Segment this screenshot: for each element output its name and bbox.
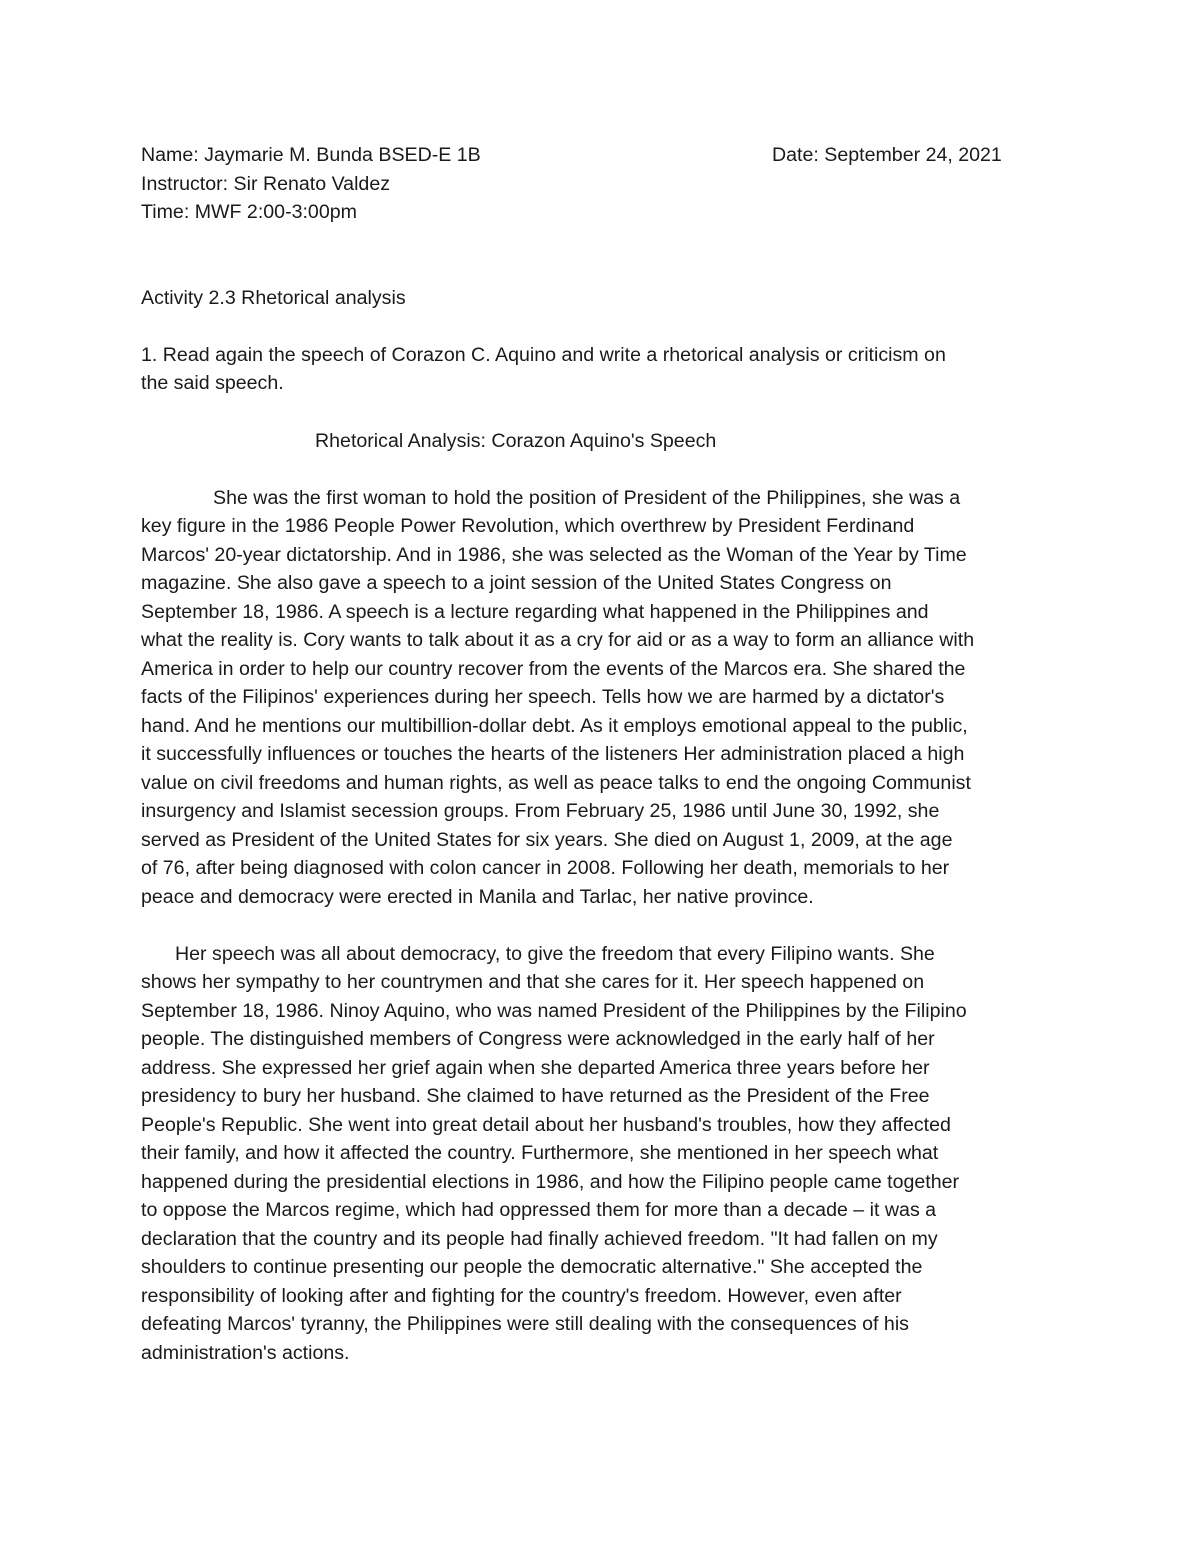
paragraph-1-line: it successfully influences or touches the hearts of the listeners Her administration placed a high <box>141 743 965 765</box>
paragraph-1-line: magazine. She also gave a speech to a joint session of the United States Congress on <box>141 572 892 594</box>
paragraph-1-line: She was the first woman to hold the position of President of the Philippines, she was a <box>213 486 961 509</box>
question-line-1: 1. Read again the speech of Corazon C. Aquino and write a rhetorical analysis or criticism on <box>141 343 946 366</box>
essay-title: Rhetorical Analysis: Corazon Aquino's Speech <box>315 429 717 452</box>
paragraph-2-line: people. The distinguished members of Congress were acknowledged in the early half of her <box>141 1028 935 1050</box>
paragraph-2-line: happened during the presidential elections in 1986, and how the Filipino people came together <box>141 1170 960 1193</box>
spacer <box>141 227 1065 284</box>
paragraph-1-line: value on civil freedoms and human rights, as well as peace talks to end the ongoing Communist <box>141 771 971 794</box>
paragraph-2-line: administration's actions. <box>141 1341 350 1364</box>
spacer <box>141 455 1065 484</box>
paragraph-2-line: shows her sympathy to her countrymen and that she cares for it. Her speech happened on <box>141 971 925 993</box>
paragraph-2-line: Her speech was all about democracy, to give the freedom that every Filipino wants. She <box>175 942 935 965</box>
paragraph-1-line: peace and democracy were erected in Manila and Tarlac, her native province. <box>141 885 814 908</box>
paragraph-2-line: presidency to bury her husband. She claimed to have returned as the President of the Free <box>141 1085 930 1107</box>
paragraph-1-line: key figure in the 1986 People Power Revolution, which overthrew by President Ferdinand <box>141 515 915 537</box>
time-line: Time: MWF 2:00-3:00pm <box>141 201 357 223</box>
paragraph-1-line: insurgency and Islamist secession groups. From February 25, 1986 until June 30, 1992, she <box>141 800 940 822</box>
paragraph-1-line: of 76, after being diagnosed with colon cancer in 2008. Following her death, memorials to her <box>141 857 950 879</box>
paragraph-2-line: People's Republic. She went into great detail about her husband's troubles, how they affected <box>141 1113 951 1136</box>
paragraph-2-line: September 18, 1986. Ninoy Aquino, who was named President of the Philippines by the Filipino <box>141 999 967 1022</box>
instructor-line: Instructor: Sir Renato Valdez <box>141 172 391 195</box>
submission-date: Date: September 24, 2021 <box>772 144 1002 166</box>
spacer <box>141 911 1065 940</box>
paragraph-2-line: to oppose the Marcos regime, which had oppressed them for more than a decade – it was a <box>141 1199 937 1221</box>
activity-title: Activity 2.3 Rhetorical analysis <box>141 286 406 309</box>
student-name: Name: Jaymarie M. Bunda BSED-E 1B <box>141 144 481 166</box>
paragraph-1 <box>141 484 1065 912</box>
spacer <box>141 398 1065 427</box>
spacer <box>141 312 1065 341</box>
paragraph-2-line: shoulders to continue presenting our people the democratic alternative." She accepted the <box>141 1256 923 1278</box>
paragraph-1-line: September 18, 1986. A speech is a lecture regarding what happened in the Philippines and <box>141 600 929 623</box>
question-line-2: the said speech. <box>141 372 284 394</box>
paragraph-2-line: responsibility of looking after and fighting for the country's freedom. However, even after <box>141 1284 902 1307</box>
document-body <box>141 141 1065 1367</box>
paragraph-1-line: what the reality is. Cory wants to talk about it as a cry for aid or as a way to form an alliance with <box>141 629 975 651</box>
paragraph-1-line: America in order to help our country recover from the events of the Marcos era. She shared the <box>141 657 966 680</box>
paragraph-2-line: address. She expressed her grief again when she departed America three years before her <box>141 1056 930 1079</box>
header-name-row <box>141 141 1065 170</box>
paragraph-2-line: their family, and how it affected the country. Furthermore, she mentioned in her speech what <box>141 1142 939 1164</box>
paragraph-1-line: hand. And he mentions our multibillion-dollar debt. As it employs emotional appeal to the public, <box>141 714 968 737</box>
paragraph-2 <box>141 940 1065 1368</box>
paragraph-1-line: served as President of the United States for six years. She died on August 1, 2009, at the age <box>141 828 953 851</box>
paragraph-2-line: declaration that the country and its people had finally achieved freedom. "It had fallen on my <box>141 1227 938 1250</box>
paragraph-2-line: defeating Marcos' tyranny, the Philippines were still dealing with the consequences of his <box>141 1313 909 1335</box>
paragraph-1-line: facts of the Filipinos' experiences during her speech. Tells how we are harmed by a dictator's <box>141 686 945 708</box>
paragraph-1-line: Marcos' 20-year dictatorship. And in 1986, she was selected as the Woman of the Year by Time <box>141 543 967 566</box>
